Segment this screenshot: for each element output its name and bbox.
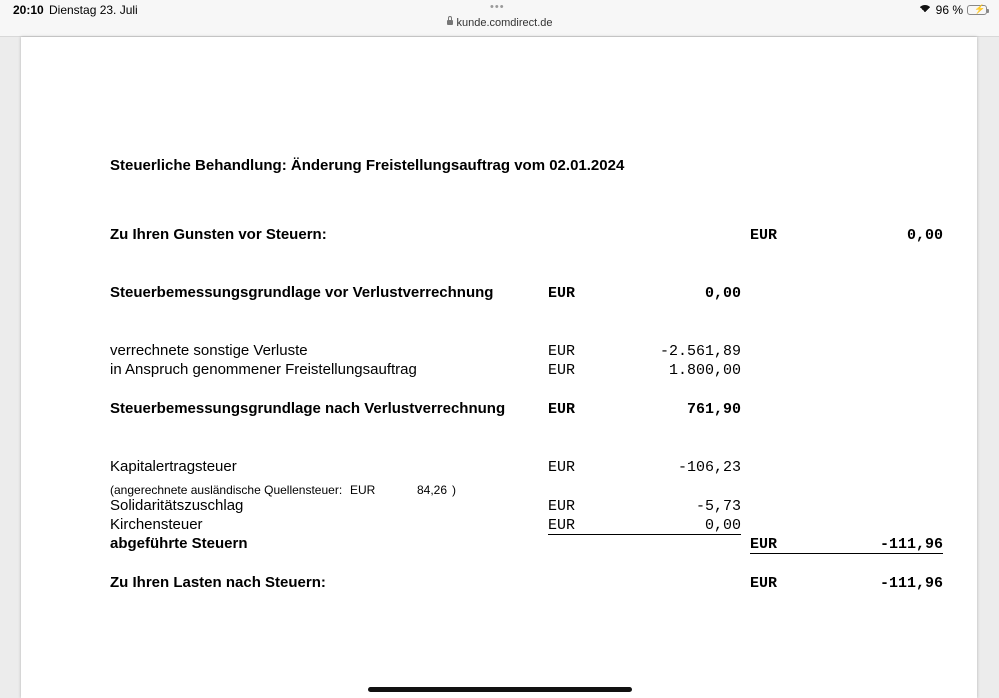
kapest-value: -106,23 xyxy=(677,459,741,476)
quellensteuer-currency: EUR xyxy=(350,483,376,497)
verluste-label: verrechnete sonstige Verluste xyxy=(110,342,308,359)
gunsten-currency: EUR xyxy=(750,227,778,244)
quellensteuer-label: (angerechnete ausländische Quellensteuer: xyxy=(110,483,343,497)
gunsten-value: 0,00 xyxy=(906,227,943,244)
kirche-label: Kirchensteuer xyxy=(110,516,203,533)
bemessung-vor-currency: EUR xyxy=(548,285,576,302)
status-date: Dienstag 23. Juli xyxy=(49,3,138,17)
abgefuehrt-value: -111,96 xyxy=(879,536,943,553)
url-text: kunde.comdirect.de xyxy=(456,17,553,29)
freistellung-value: 1.800,00 xyxy=(668,362,741,379)
bemessung-vor-label: Steuerbemessungsgrundlage vor Verlustverrechnung xyxy=(110,284,494,301)
soli-label: Solidaritätszuschlag xyxy=(110,497,244,514)
address-bar[interactable] xyxy=(0,17,999,29)
home-indicator[interactable] xyxy=(368,687,632,692)
multitasking-dots-icon[interactable]: ••• xyxy=(490,1,505,13)
battery-icon xyxy=(967,5,987,15)
soli-value: -5,73 xyxy=(695,498,741,515)
wifi-icon xyxy=(918,5,932,15)
status-indicators xyxy=(918,3,987,17)
freistellung-label: in Anspruch genommener Freistellungsauftrag xyxy=(110,361,417,378)
soli-currency: EUR xyxy=(548,498,576,515)
kapest-label: Kapitalertragsteuer xyxy=(110,458,237,475)
charging-bolt-icon: ⚡ xyxy=(974,4,986,14)
document-title: Steuerliche Behandlung: Änderung Freistellungsauftrag vom 02.01.2024 xyxy=(110,157,625,174)
abgefuehrt-currency: EUR xyxy=(750,536,778,553)
bemessung-nach-label: Steuerbemessungsgrundlage nach Verlustverrechnung xyxy=(110,400,506,417)
lock-icon xyxy=(447,20,453,25)
status-bar xyxy=(0,0,999,37)
verluste-value: -2.561,89 xyxy=(659,343,741,360)
status-time: 20:10 xyxy=(13,3,44,17)
abgefuehrt-label: abgeführte Steuern xyxy=(110,535,248,552)
bemessung-vor-value: 0,00 xyxy=(704,285,741,302)
quellensteuer-close: ) xyxy=(452,483,456,497)
lasten-value: -111,96 xyxy=(879,575,943,592)
battery-percent: 96 % xyxy=(935,3,963,17)
gunsten-label: Zu Ihren Gunsten vor Steuern: xyxy=(110,226,327,243)
kirche-value: 0,00 xyxy=(704,517,741,534)
lasten-label: Zu Ihren Lasten nach Steuern: xyxy=(110,574,326,591)
quellensteuer-value: 84,26 xyxy=(417,483,448,497)
kirche-underline xyxy=(548,534,741,535)
document-page xyxy=(21,37,977,698)
bemessung-nach-currency: EUR xyxy=(548,401,576,418)
kapest-currency: EUR xyxy=(548,459,576,476)
bemessung-nach-value: 761,90 xyxy=(686,401,741,418)
lasten-currency: EUR xyxy=(750,575,778,592)
kirche-currency: EUR xyxy=(548,517,576,534)
verluste-currency: EUR xyxy=(548,343,576,360)
abgefuehrt-underline xyxy=(750,553,943,554)
freistellung-currency: EUR xyxy=(548,362,576,379)
